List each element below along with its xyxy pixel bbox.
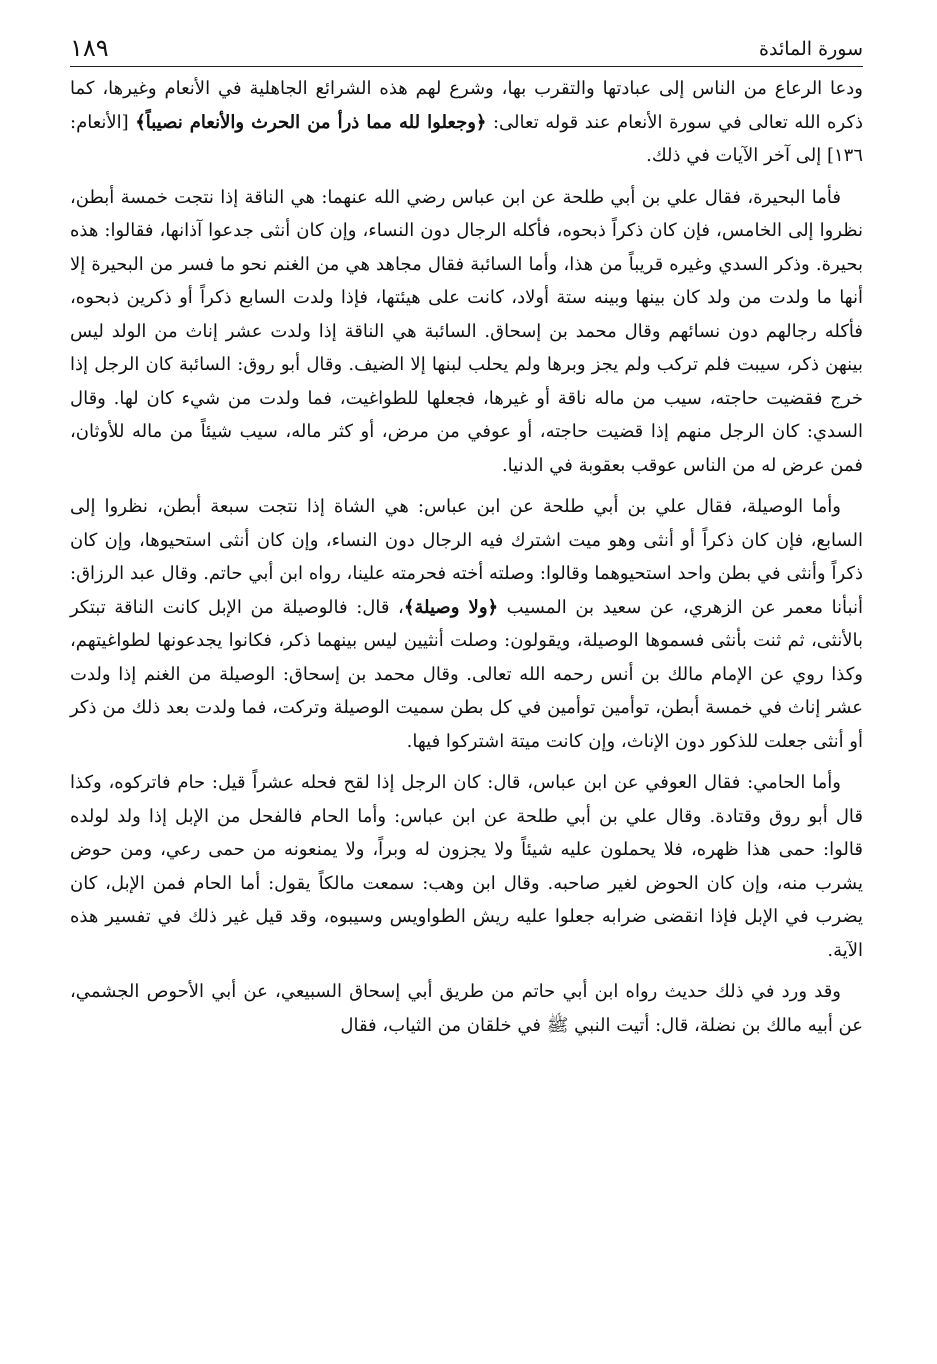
text-segment: ودعا الرعاع من الناس إلى عبادتها والتقرب بها، وشرع لهم هذه الشرائع الجاهلية في الأنعام وغيرها، كما ذكره الله تعالى في سورة الأنعام عند قوله تعالى: (70, 78, 863, 133)
text-segment: ، قال: فالوصيلة من الإبل كانت الناقة تبتكر بالأنثى، ثم ثنت بأنثى فسموها الوصيلة، ويقولون: وصلت أنثيين ليس بينهما ذكر، فكانوا يجدعونها لطواغيتهم، وكذا روي عن الإمام مالك بن أنس رحمه الله تعالى. وقال محمد بن إسحاق: الوصيلة من الغنم إذا ولدت عشر إناث في خمسة أبطن، توأمين توأمين في كل بطن سميت الوصيلة وتركت، فما ولدت بعد ذلك من ذكر أو أنثى جعلت للذكور دون الإناث، وإن كانت ميتة اشتركوا فيها. (70, 596, 863, 752)
paragraph (70, 490, 863, 758)
page-header (70, 30, 863, 67)
quran-quote: ﴿ولا وصيلة﴾ (403, 596, 499, 618)
paragraph (70, 181, 863, 483)
paragraph (70, 72, 863, 173)
page-number: ١٨٩ (70, 34, 109, 62)
paragraph (70, 975, 863, 1042)
text-segment: فأما البحيرة، فقال علي بن أبي طلحة عن ابن عباس رضي الله عنهما: هي الناقة إذا نتجت خمسة أبطن، نظروا إلى الخامس، فإن كان ذكراً ذبحوه، فأكله الرجال دون النساء، وإن كان أنثى جدعوا آذانها، فقالوا: هذه بحيرة. وذكر السدي وغيره قريباً من هذا، وأما السائبة فقال مجاهد هي من الغنم نحو ما فسر من البحيرة إلا أنها ما ولدت من ولد كان بينها وبينه ستة أولاد، كانت على هيئتها، فإذا ولدت السابع ذكراً أو ذكرين ذبحوه، فأكله رجالهم دون نسائهم وقال محمد بن إسحاق. السائبة هي الناقة إذا ولدت عشر إناث من الولد ليس بينهن ذكر، سيبت فلم تركب ولم يجز وبرها ولم يحلب لبنها إلا الضيف. وقال أبو روق: السائبة كان الرجل إذا خرج فقضيت حاجته، سيب من ماله ناقة أو غيرها، فجعلها للطواغيت، فما ولدت من شيء كان لها. وقال السدي: كان الرجل منهم إذا قضيت حاجته، أو عوفي من مرض، أو كثر ماله، سيب شيئاً من ماله للأوثان، فمن عرض له من الناس عوقب بعقوبة في الدنيا. (70, 186, 863, 476)
paragraph (70, 766, 863, 967)
text-segment: وأما الحامي: فقال العوفي عن ابن عباس، قال: كان الرجل إذا لقح فحله عشراً قيل: حام فاتركوه، وكذا قال أبو روق وقتادة. وقال علي بن أبي طلحة عن ابن عباس: وأما الحام فالفحل من الإبل إذا ولد لولده قالوا: حمى هذا ظهره، فلا يحملون عليه شيئاً ولا يجزون له وبراً، ولا يمنعونه من حمى رعي، ومن حوض يشرب منه، وإن كان الحوض لغير صاحبه. وقال ابن وهب: سمعت مالكاً يقول: أما الحام فمن الإبل، كان يضرب في الإبل فإذا انقضى ضرابه جعلوا عليه ريش الطواويس وسيبوه، وقد قيل غير ذلك في تفسير هذه الآية. (70, 772, 863, 961)
text-segment: [الأنعام: ١٣٦] إلى آخر الآيات في ذلك. (70, 111, 863, 166)
surah-title: سورة المائدة (759, 38, 863, 60)
text-segment: وقد ورد في ذلك حديث رواه ابن أبي حاتم من طريق أبي إسحاق السبيعي، عن أبي الأحوص الجشمي، عن أبيه مالك بن نضلة، قال: أتيت النبي ﷺ في خلقان من الثياب، فقال (70, 981, 863, 1036)
text-segment: وأما الوصيلة، فقال علي بن أبي طلحة عن ابن عباس: هي الشاة إذا نتجت سبعة أبطن، نظروا إلى السابع، فإن كان ذكراً أو أنثى وهو ميت اشترك فيه الرجال دون النساء، وإن كان أنثى استحيوها، وإن كان ذكراً وأنثى في بطن واحد استحيوهما وقالوا: وصلته أخته فحرمته علينا، رواه ابن أبي حاتم. وقال عبد الرزاق: أنبأنا معمر عن الزهري، عن سعيد بن المسيب (70, 496, 863, 618)
body-text (70, 72, 863, 1050)
quran-quote: ﴿وجعلوا لله مما ذرأ من الحرث والأنعام نصيباً﴾ (135, 111, 487, 133)
